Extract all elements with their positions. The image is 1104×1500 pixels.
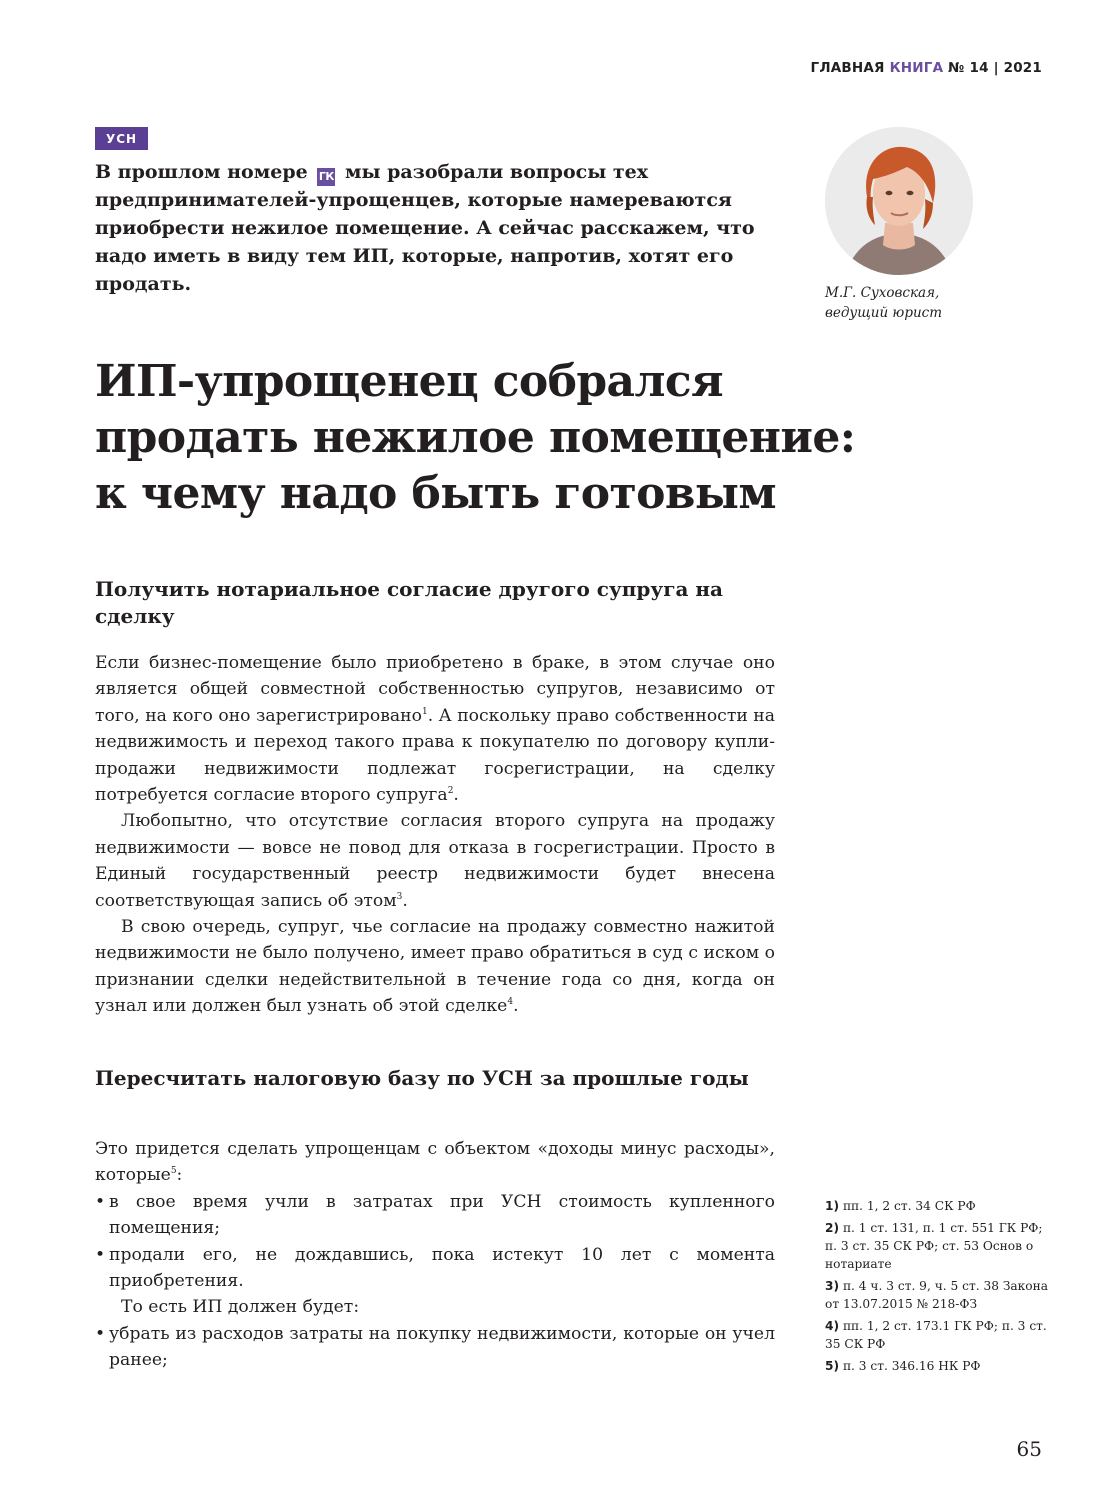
paragraph: То есть ИП должен будет:	[121, 1297, 360, 1318]
footnote-text: пп. 1, 2 ст. 173.1 ГК РФ; п. 3 ст. 35 СК РФ	[825, 1319, 1047, 1351]
footnote	[825, 1277, 1050, 1313]
footnote-number: 1)	[825, 1199, 840, 1213]
brand-name: ГЛАВНАЯ	[810, 60, 885, 76]
text: .	[513, 996, 519, 1017]
footnote	[825, 1197, 1050, 1215]
text: Любопытно, что отсутствие согласия второго супруга на продажу недвижимости — вовсе не повод для отказа в госрегистрации. Просто в Единый государственный реестр недвижимости будет внесена соответствующая запись об этом	[95, 811, 775, 911]
text: . А поскольку право собственности на недвижимость и переход такого права к покупателю по договору купли-продажи недвижимости подлежат госрегистрации, на сделку потребуется согласие второго супруга	[95, 705, 775, 806]
footnote-number: 2)	[825, 1221, 840, 1235]
paragraph	[95, 808, 775, 914]
issue-number: № 14 | 2021	[948, 60, 1042, 76]
footnotes	[825, 1197, 1050, 1379]
footnote-ref: 4	[507, 997, 514, 1008]
author-photo	[825, 127, 973, 275]
text: В свою очередь, супруг, чье согласие на продажу совместно нажитой недвижимости не было получено, имеет право обратиться в суд с иском о признании сделки недействительной в течение года со дня, когда он узнал или должен был узнать об этой сделке	[95, 917, 775, 1017]
title-line-2: продать нежилое помещение:	[95, 412, 856, 463]
footnote-text: пп. 1, 2 ст. 34 СК РФ	[842, 1199, 976, 1213]
section-2-body	[95, 1136, 775, 1374]
footnote-text: п. 1 ст. 131, п. 1 ст. 551 ГК РФ; п. 3 ст. 35 СК РФ; ст. 53 Основ о нотариате	[825, 1221, 1043, 1271]
paragraph	[95, 1136, 775, 1189]
section-1-heading: Получить нотариальное согласие другого супруга на сделку	[95, 577, 723, 628]
author-role: ведущий юрист	[825, 305, 943, 321]
article-title	[95, 354, 975, 522]
gk-logo-icon: ГК	[317, 168, 335, 186]
text: .	[453, 785, 459, 806]
footnote-text: п. 4 ч. 3 ст. 9, ч. 5 ст. 38 Закона от 13.07.2015 № 218-ФЗ	[825, 1279, 1049, 1311]
text: Если бизнес-помещение было приобретено в браке, в этом случае оно является общей совместной собственностью супругов, независимо от того, на кого оно зарегистрировано	[95, 653, 775, 726]
title-line-1: ИП-упрощенец собрался	[95, 356, 723, 407]
magazine-header	[811, 60, 1042, 76]
footnote-number: 3)	[825, 1279, 840, 1293]
list-item: • убрать из расходов затраты на покупку недвижимости, которые он учел ранее;	[95, 1321, 775, 1374]
text: :	[176, 1165, 183, 1186]
category-tag: УСН	[95, 127, 148, 150]
footnote	[825, 1317, 1050, 1353]
footnote-ref: 3	[396, 891, 403, 902]
footnote-ref: 1	[421, 706, 428, 717]
section-2-heading: Пересчитать налоговую базу по УСН за прошлые годы	[95, 1066, 749, 1090]
author-caption	[825, 283, 1025, 323]
section-1-body	[95, 650, 775, 1020]
paragraph	[95, 650, 775, 808]
bullet-list	[95, 1321, 775, 1374]
footnote-ref: 5	[170, 1166, 177, 1177]
footnote	[825, 1357, 1050, 1375]
footnote-text: п. 3 ст. 346.16 НК РФ	[842, 1359, 981, 1373]
lead-part-2: мы разобрали вопросы тех предпринимателей-упрощенцев, которые намереваются приобрести нежилое помещение. А сейчас расскажем, что надо иметь в виду тем ИП, которые, напротив, хотят его продать.	[95, 161, 755, 295]
brand-name-accent: КНИГА	[889, 60, 944, 76]
list-item: • в свое время учли в затратах при УСН стоимость купленного помещения;	[95, 1189, 775, 1242]
text: .	[402, 890, 408, 911]
footnote-number: 4)	[825, 1319, 840, 1333]
article-lead	[95, 158, 785, 298]
bullet-list	[95, 1189, 775, 1295]
list-item: • продали его, не дождавшись, пока истекут 10 лет с момента приобретения.	[95, 1242, 775, 1295]
lead-part-1: В прошлом номере	[95, 161, 308, 183]
text: Это придется сделать упрощенцам с объектом «доходы минус расходы», которые	[95, 1139, 775, 1186]
footnote-number: 5)	[825, 1359, 840, 1373]
paragraph	[95, 914, 775, 1020]
author-name: М.Г. Суховская,	[825, 285, 940, 301]
title-line-3: к чему надо быть готовым	[95, 468, 777, 519]
page-number: 65	[1016, 1437, 1042, 1461]
footnote-ref: 2	[447, 786, 454, 797]
footnote	[825, 1219, 1050, 1273]
